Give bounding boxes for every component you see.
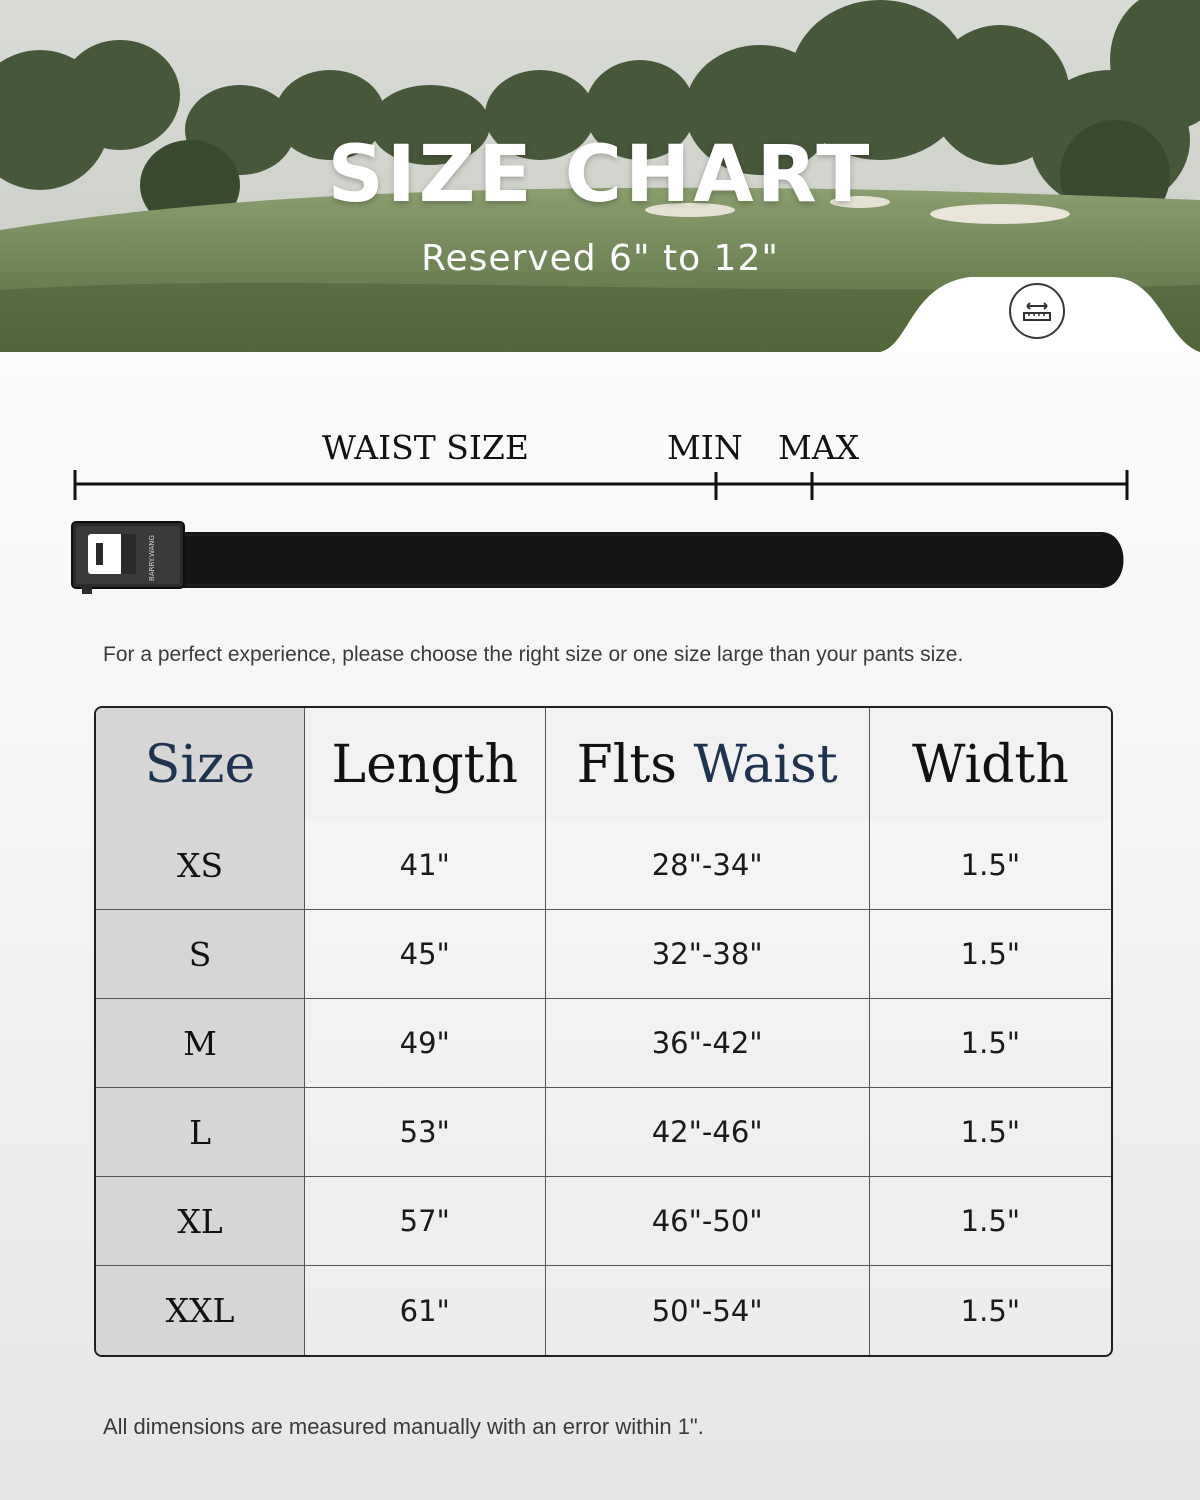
cell-size: S xyxy=(96,910,305,999)
cell-waist: 36"-42" xyxy=(546,999,870,1088)
cell-waist: 50"-54" xyxy=(546,1266,870,1355)
table-row xyxy=(96,910,1111,999)
page-subtitle: Reserved 6" to 12" xyxy=(421,238,779,279)
cell-waist: 28"-34" xyxy=(546,821,870,910)
size-table xyxy=(94,706,1113,1357)
cell-length: 61" xyxy=(305,1266,545,1355)
ruler-measure-icon xyxy=(1009,283,1065,339)
table-row xyxy=(96,821,1111,910)
hero-banner xyxy=(0,0,1200,352)
table-row xyxy=(96,999,1111,1088)
waist-size-label: WAIST SIZE xyxy=(322,428,529,467)
cell-size: XXL xyxy=(96,1266,305,1355)
cell-size: XS xyxy=(96,821,305,910)
cell-length: 49" xyxy=(305,999,545,1088)
cell-width: 1.5" xyxy=(870,999,1111,1088)
table-row xyxy=(96,1088,1111,1177)
cell-size: M xyxy=(96,999,305,1088)
cell-waist: 32"-38" xyxy=(546,910,870,999)
cell-width: 1.5" xyxy=(870,910,1111,999)
header-length: Length xyxy=(305,708,545,821)
header-waist xyxy=(546,708,870,821)
cell-size: XL xyxy=(96,1177,305,1266)
min-label: MIN xyxy=(667,428,743,467)
page-title: SIZE CHART xyxy=(327,130,873,220)
belt-illustration xyxy=(66,518,1136,600)
header-waist-word: Waist xyxy=(693,734,838,795)
max-label: MAX xyxy=(778,428,860,467)
measurement-disclaimer: All dimensions are measured manually with an error within 1". xyxy=(103,1414,704,1439)
cell-length: 57" xyxy=(305,1177,545,1266)
table-header-row xyxy=(96,708,1111,821)
cell-waist: 46"-50" xyxy=(546,1177,870,1266)
header-size: Size xyxy=(96,708,305,821)
table-row xyxy=(96,1266,1111,1355)
cell-size: L xyxy=(96,1088,305,1177)
header-width: Width xyxy=(870,708,1111,821)
table-row xyxy=(96,1177,1111,1266)
header-waist-prefix: Flts xyxy=(576,734,677,795)
sizing-advice: For a perfect experience, please choose the right size or one size large than your pants size. xyxy=(103,643,964,666)
cell-length: 45" xyxy=(305,910,545,999)
waist-ruler-line xyxy=(0,460,1200,510)
cell-width: 1.5" xyxy=(870,821,1111,910)
cell-width: 1.5" xyxy=(870,1088,1111,1177)
cell-width: 1.5" xyxy=(870,1266,1111,1355)
cell-length: 41" xyxy=(305,821,545,910)
belt-brand-mark: BARRY.WANG xyxy=(148,535,156,581)
cell-width: 1.5" xyxy=(870,1177,1111,1266)
cell-length: 53" xyxy=(305,1088,545,1177)
cell-waist: 42"-46" xyxy=(546,1088,870,1177)
